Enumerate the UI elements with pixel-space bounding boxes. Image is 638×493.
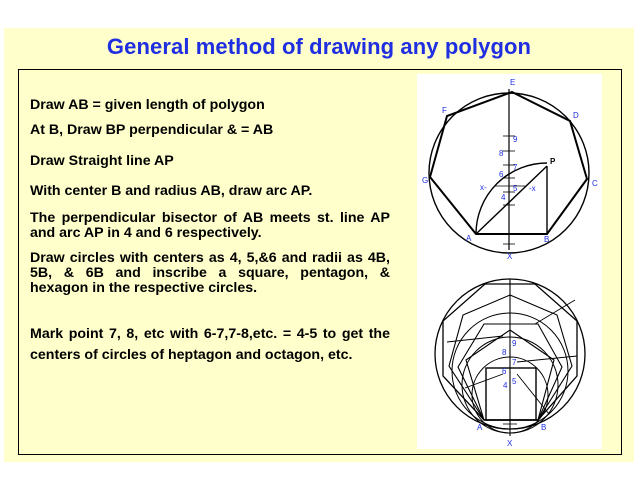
point-5-label: 5: [513, 184, 518, 193]
step-3: Draw Straight line AP: [30, 153, 174, 169]
point-7-label: 7: [512, 358, 517, 367]
construction-figures: [417, 74, 602, 449]
point-9-label: 9: [513, 135, 518, 144]
vertex-b-label: B: [544, 235, 550, 244]
vertex-c-label: C: [592, 179, 598, 188]
point-8-label: 8: [502, 348, 507, 357]
step-2: At B, Draw BP perpendicular & = AB: [30, 122, 274, 138]
line-ap: [476, 166, 547, 234]
heptagon-construction: [429, 89, 589, 253]
step-1: Draw AB = given length of polygon: [30, 97, 265, 113]
point-b-label: B: [541, 423, 547, 432]
vertex-a-label: A: [466, 234, 472, 243]
vertex-f-label: F: [442, 106, 447, 115]
vertex-g-label: G: [422, 176, 429, 185]
point-6-label: 6: [502, 367, 507, 376]
bottom-x-label: X: [507, 439, 513, 448]
inscribed-polygons: [435, 279, 585, 436]
x-mark-right: -x: [529, 184, 536, 193]
point-5-label: 5: [512, 377, 517, 386]
x-mark-left: x-: [480, 183, 487, 192]
point-p-label: P: [550, 157, 556, 166]
point-7-label: 7: [513, 163, 518, 172]
slide-title: General method of drawing any polygon: [106, 34, 532, 59]
point-4-label: 4: [501, 193, 506, 202]
step-4: With center B and radius AB, draw arc AP.: [30, 183, 313, 199]
inscribed-square: [486, 368, 536, 420]
construction-arrow: [535, 300, 575, 324]
vertex-e-label: E: [510, 78, 516, 87]
point-8-label: 8: [499, 149, 504, 158]
step-7: Mark point 7, 8, etc with 6-7,7-8,etc. = 4-5 to get the centers of circles of heptagon and octagon, etc.: [30, 326, 390, 363]
vertex-d-label: D: [573, 111, 579, 120]
point-9-label: 9: [512, 339, 517, 348]
construction-arrow: [517, 356, 577, 362]
figure-panel: [417, 74, 602, 449]
construction-arrow: [517, 374, 549, 414]
bottom-x-label: X: [507, 252, 513, 261]
point-4-label: 4: [503, 381, 508, 390]
point-a-label: A: [477, 423, 483, 432]
point-6-label: 6: [499, 170, 504, 179]
step-5: The perpendicular bisector of AB meets st. line AP and arc AP in 4 and 6 respectively.: [30, 210, 390, 241]
step-6: Draw circles with centers as 4, 5,&6 and radii as 4B, 5B, & 6B and inscribe a square, pentagon, & hexagon in the respective circles.: [30, 250, 390, 296]
